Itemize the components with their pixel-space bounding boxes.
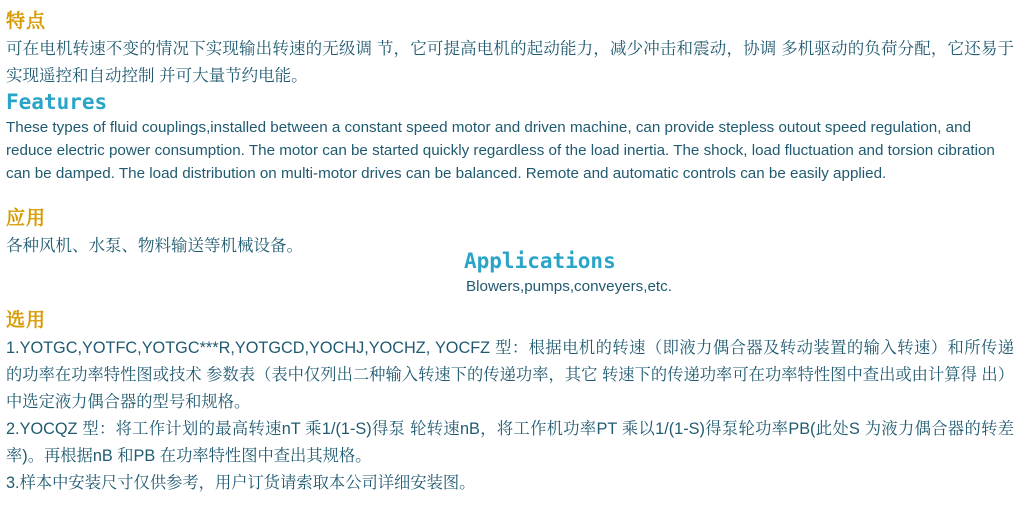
features-body-en: These types of fluid couplings,installed between a constant speed motor and driven machine, can provide stepless outout speed regulation, and reduce electric power consumption. The motor can be started quickly regardless of the load inertia. The shock, load fluctuation and torsion cibration can be damped. The load distribution on multi-motor drives can be balanced. Remote and automatic controls can be easily applied. [6,119,995,182]
features-heading-en: Features [6,90,108,114]
selection-item: 3.样本中安装尺寸仅供参考，用户订货请索取本公司详细安装图。 [6,474,476,492]
selection-item: 2.YOCQZ 型：将工作计划的最高转速nT 乘1/(1-S)得泵 轮转速nB，将工作机功率PT 乘以1/(1-S)得泵轮功率PB(此处S 为液力偶合器的转差率)。再根据nB 和PB 在功率特性图中查出其规格。 [6,420,1014,465]
applications-en-block [464,249,672,313]
selection-item: 1.YOTGC,YOTFC,YOTGC***R,YOTGCD,YOCHJ,YOCHZ, YOCFZ 型：根据电机的转速（即液力偶合器及转动装置的输入转速）和所传递的功率在功率特性图或技术 参数表（表中仅列出二种输入转速下的传递功率，其它 转速下的传递功率可在功率特性图中查出或由计算得 出）中选定液力偶合器的型号和规格。 [6,339,1014,411]
applications-body-en: Blowers,pumps,conveyers,etc. [466,278,672,295]
selection-heading-cn: 选用 [6,310,47,331]
applications-heading-cn: 应用 [6,208,47,229]
applications-heading-en: Applications [464,249,616,273]
applications-body-cn: 各种风机、水泵、物料输送等机械设备。 [6,237,303,255]
section-applications [6,207,1014,299]
applications-row [6,233,1014,299]
section-features [6,10,1014,185]
features-heading-cn: 特点 [6,11,47,32]
section-selection [6,309,1014,497]
features-body-cn: 可在电机转速不变的情况下实现输出转速的无级调 节，它可提高电机的起动能力，减少冲击和震动，协调 多机驱动的负荷分配，它还易于实现遥控和自动控制 并可大量节约电能。 [6,40,1014,85]
